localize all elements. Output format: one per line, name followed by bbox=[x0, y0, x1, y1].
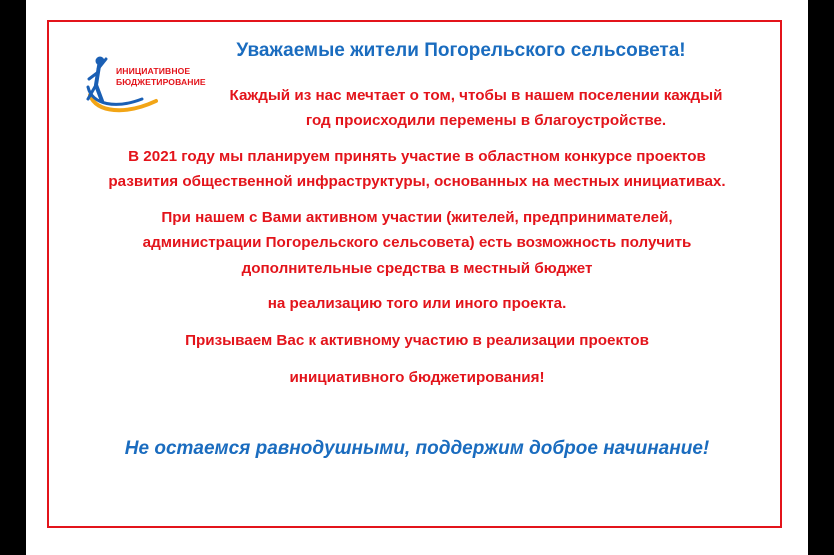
paragraph-3-line-1: При нашем с Вами активном участии (жителей, предпринимателей, bbox=[161, 209, 673, 226]
page-title: Уважаемые жители Погорельского сельсовета! bbox=[236, 40, 686, 61]
logo-line-2: БЮДЖЕТИРОВАНИЕ bbox=[116, 77, 206, 87]
paragraph-1-line-1: Каждый из нас мечтает о том, чтобы в нашем поселении каждый bbox=[229, 87, 723, 104]
logo-text bbox=[116, 66, 206, 88]
initiative-budgeting-logo bbox=[86, 55, 206, 117]
paragraph-2-line-2: развития общественной инфраструктуры, основанных на местных инициативах. bbox=[108, 173, 726, 190]
document-page bbox=[26, 0, 808, 555]
paragraph-1-line-2: год происходили перемены в благоустройстве. bbox=[305, 112, 667, 129]
closing-slogan: Не остаемся равнодушными, поддержим доброе начинание! bbox=[124, 438, 710, 459]
paragraph-5-line-2: инициативного бюджетирования! bbox=[289, 369, 545, 386]
paragraph-3-line-2: администрации Погорельского сельсовета) есть возможность получить bbox=[142, 234, 692, 251]
paragraph-3-line-3: дополнительные средства в местный бюджет bbox=[241, 260, 593, 277]
paragraph-4-line-1: на реализацию того или иного проекта. bbox=[267, 295, 567, 312]
paragraph-5-line-1: Призываем Вас к активному участию в реализации проектов bbox=[185, 332, 649, 349]
logo-line-1: ИНИЦИАТИВНОЕ bbox=[116, 66, 191, 76]
paragraph-2-line-1: В 2021 году мы планируем принять участие в областном конкурсе проектов bbox=[128, 148, 706, 165]
